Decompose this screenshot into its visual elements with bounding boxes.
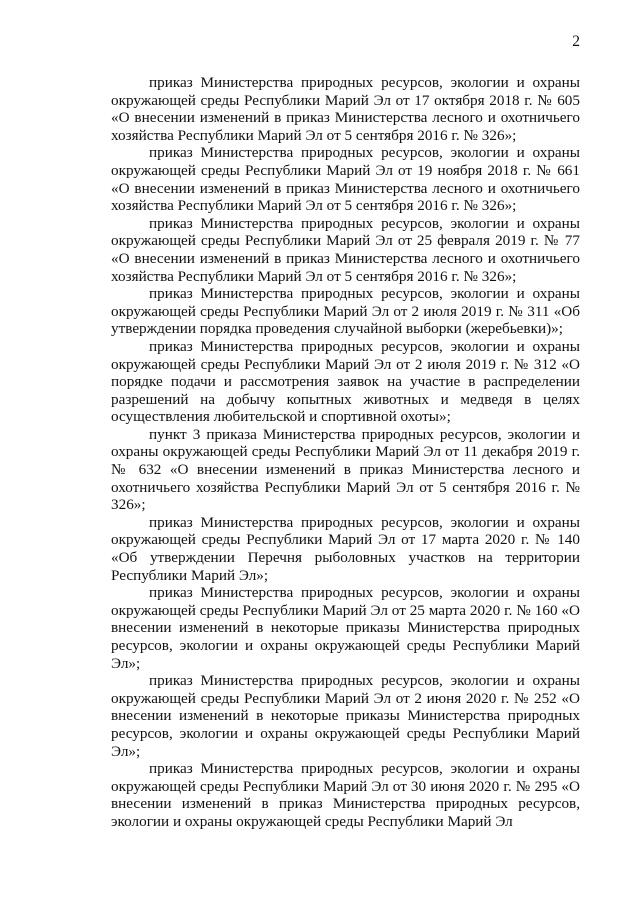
list-item-order-140: приказ Министерства природных ресурсов, экологии и охраны окружающей среды Республики Марий Эл от 17 марта 2020 г. № 140 «Об утверждении Перечня рыболовных участков на территории Республики Марий Эл»; [111, 513, 580, 584]
document-body [111, 74, 580, 831]
list-item-order-311: приказ Министерства природных ресурсов, экологии и охраны окружающей среды Республики Марий Эл от 2 июля 2019 г. № 311 «Об утверждении порядка проведения случайной выборки (жеребьевки)»; [111, 285, 580, 338]
page-number: 2 [572, 33, 580, 50]
list-item-order-632: пункт 3 приказа Министерства природных ресурсов, экологии и охраны окружающей среды Республики Марий Эл от 11 декабря 2019 г. № 632 «О внесении изменений в приказ Министерства лесного и охотничьего хозяйства Республики Марий Эл от 5 сентября 2016 г. № 326»; [111, 425, 580, 514]
list-item-order-661: приказ Министерства природных ресурсов, экологии и охраны окружающей среды Республики Марий Эл от 19 ноября 2018 г. № 661 «О внесении изменений в приказ Министерства лесного и охотничьего хозяйства Республики Марий Эл от 5 сентября 2016 г. № 326»; [111, 144, 580, 215]
list-item-order-295: приказ Министерства природных ресурсов, экологии и охраны окружающей среды Республики Марий Эл от 30 июня 2020 г. № 295 «О внесении изменений в приказ Министерства природных ресурсов, экологии и охраны окружающей среды Республики Марий Эл [111, 760, 580, 830]
list-item-order-605: приказ Министерства природных ресурсов, экологии и охраны окружающей среды Республики Марий Эл от 17 октября 2018 г. № 605 «О внесении изменений в приказ Министерства лесного и охотничьего хозяйства Республики Марий Эл от 5 сентября 2016 г. № 326»; [111, 74, 580, 144]
list-item-order-252: приказ Министерства природных ресурсов, экологии и охраны окружающей среды Республики Марий Эл от 2 июня 2020 г. № 252 «О внесении изменений в некоторые приказы Министерства природных ресурсов, экологии и охраны окружающей среды Республики Марий Эл»; [111, 672, 580, 760]
list-item-order-77: приказ Министерства природных ресурсов, экологии и охраны окружающей среды Республики Марий Эл от 25 февраля 2019 г. № 77 «О внесении изменений в приказ Министерства лесного и охотничьего хозяйства Республики Марий Эл от 5 сентября 2016 г. № 326»; [111, 214, 580, 285]
list-item-order-312: приказ Министерства природных ресурсов, экологии и охраны окружающей среды Республики Марий Эл от 2 июля 2019 г. № 312 «О порядке подачи и рассмотрения заявок на участие в распределении разрешений на добычу копытных животных и медведя в целях осуществления любительской и спортивной охоты»; [111, 337, 580, 426]
list-item-order-160: приказ Министерства природных ресурсов, экологии и охраны окружающей среды Республики Марий Эл от 25 марта 2020 г. № 160 «О внесении изменений в некоторые приказы Министерства природных ресурсов, экологии и охраны окружающей среды Республики Марий Эл»; [111, 584, 580, 672]
